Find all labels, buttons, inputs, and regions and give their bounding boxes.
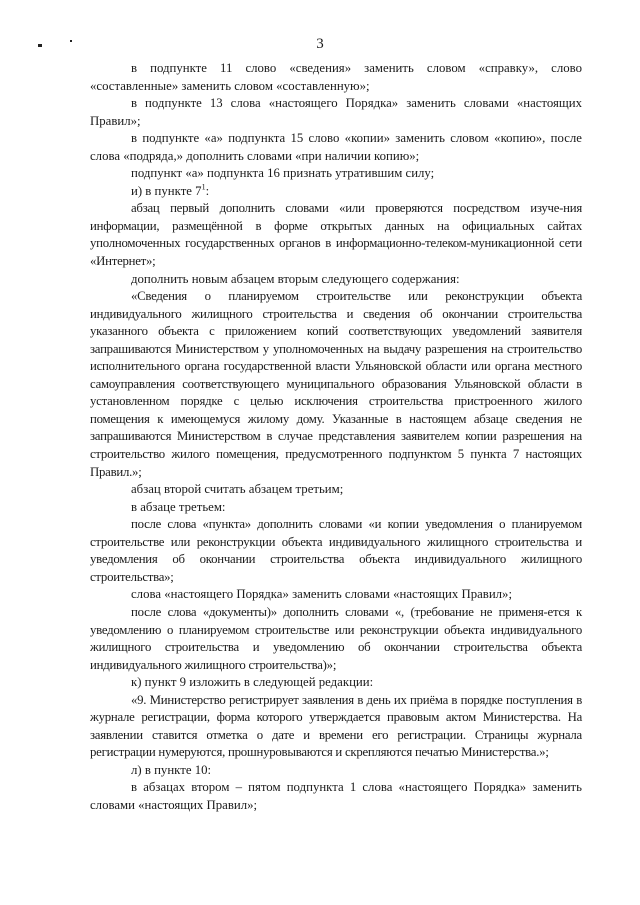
paragraph-text: и) в пункте 7 bbox=[131, 183, 202, 198]
paragraph: после слова «пункта» дополнить словами «и копии уведомления о планируемом строительстве или реконструкции объекта индивидуального жилищного строительства и уведомления об окончании строительства объекта индивидуального жилищного строительства»; bbox=[90, 517, 582, 584]
paragraph bbox=[90, 183, 582, 201]
paragraph: слова «настоящего Порядка» заменить словами «настоящих Правил»; bbox=[131, 587, 513, 602]
paragraph: в абзацах втором – пятом подпункта 1 слова «настоящего Порядка» заменить словами «настоящих Правил»; bbox=[90, 780, 582, 812]
paragraph: «Сведения о планируемом строительстве или реконструкции объекта индивидуального жилищного строительства и сведения об окончании строительства указанного объекта с приложением копий соответствующих уведомлений заявителя запрашиваются Министерством у уполномоченных на выдачу разрешения на строительство исполнительного органа государственной власти Ульяновской области или органа местного самоуправления соответствующего муниципального образования Ульяновской области в установленном порядке с целью исключения строительства пристроенного жилого помещения к имеющемуся жилому дому. Указанные в настоящем абзаце сведения не запрашиваются Министерством в случае представления заявителем копии разрешения на строительство жилого помещения, предусмотренного подпунктом 5 пункта 7 настоящих Правил.»; bbox=[90, 289, 582, 479]
document-body bbox=[90, 60, 582, 815]
paragraph: после слова «документы)» дополнить словами «, (требование не применя-ется к уведомлению о планируемом строительстве или реконструкции объекта индивидуального жилищного строительства и уведомлению об окончании строительства объекта индивидуального жилищного строительства)»; bbox=[90, 604, 582, 672]
paragraph-tail: : bbox=[205, 183, 210, 198]
paragraph: к) пункт 9 изложить в следующей редакции: bbox=[131, 675, 374, 690]
paragraph: л) в пункте 10: bbox=[131, 762, 212, 777]
paragraph: абзац второй считать абзацем третьим; bbox=[131, 482, 344, 497]
paragraph: абзац первый дополнить словами «или проверяются посредством изуче-ния информации, размещённой в форме открытых данных на официальных сайтах уполномоченных государственных органов в информационно-телеком-муникационной сети «Интернет»; bbox=[90, 201, 582, 269]
paragraph: дополнить новым абзацем вторым следующего содержания: bbox=[131, 271, 460, 286]
paragraph: в подпункте «а» подпункта 15 слово «копии» заменить словом «копию», после слова «подряда,» дополнить словами «при наличии копию»; bbox=[90, 131, 582, 163]
paragraph: «9. Министерство регистрирует заявления в день их приёма в порядке поступления в журнале регистрации, форма которого утверждается правовым актом Министерства. На заявлении ставится отметка о дате и времени его регистрации. Страницы журнала регистрации нумеруются, прошнуровываются и скрепляются печатью Министерства.»; bbox=[90, 692, 582, 760]
paragraph: в подпункте 11 слово «сведения» заменить словом «справку», слово «составленные» заменить словом «составленную»; bbox=[90, 61, 582, 93]
paragraph: в подпункте 13 слова «настоящего Порядка» заменить словами «настоящих Правил»; bbox=[90, 96, 582, 128]
page-number: 3 bbox=[316, 36, 324, 52]
paragraph: в абзаце третьем: bbox=[131, 499, 226, 514]
paragraph: подпункт «а» подпункта 16 признать утратившим силу; bbox=[131, 166, 435, 181]
superscript: 1 bbox=[201, 182, 206, 192]
